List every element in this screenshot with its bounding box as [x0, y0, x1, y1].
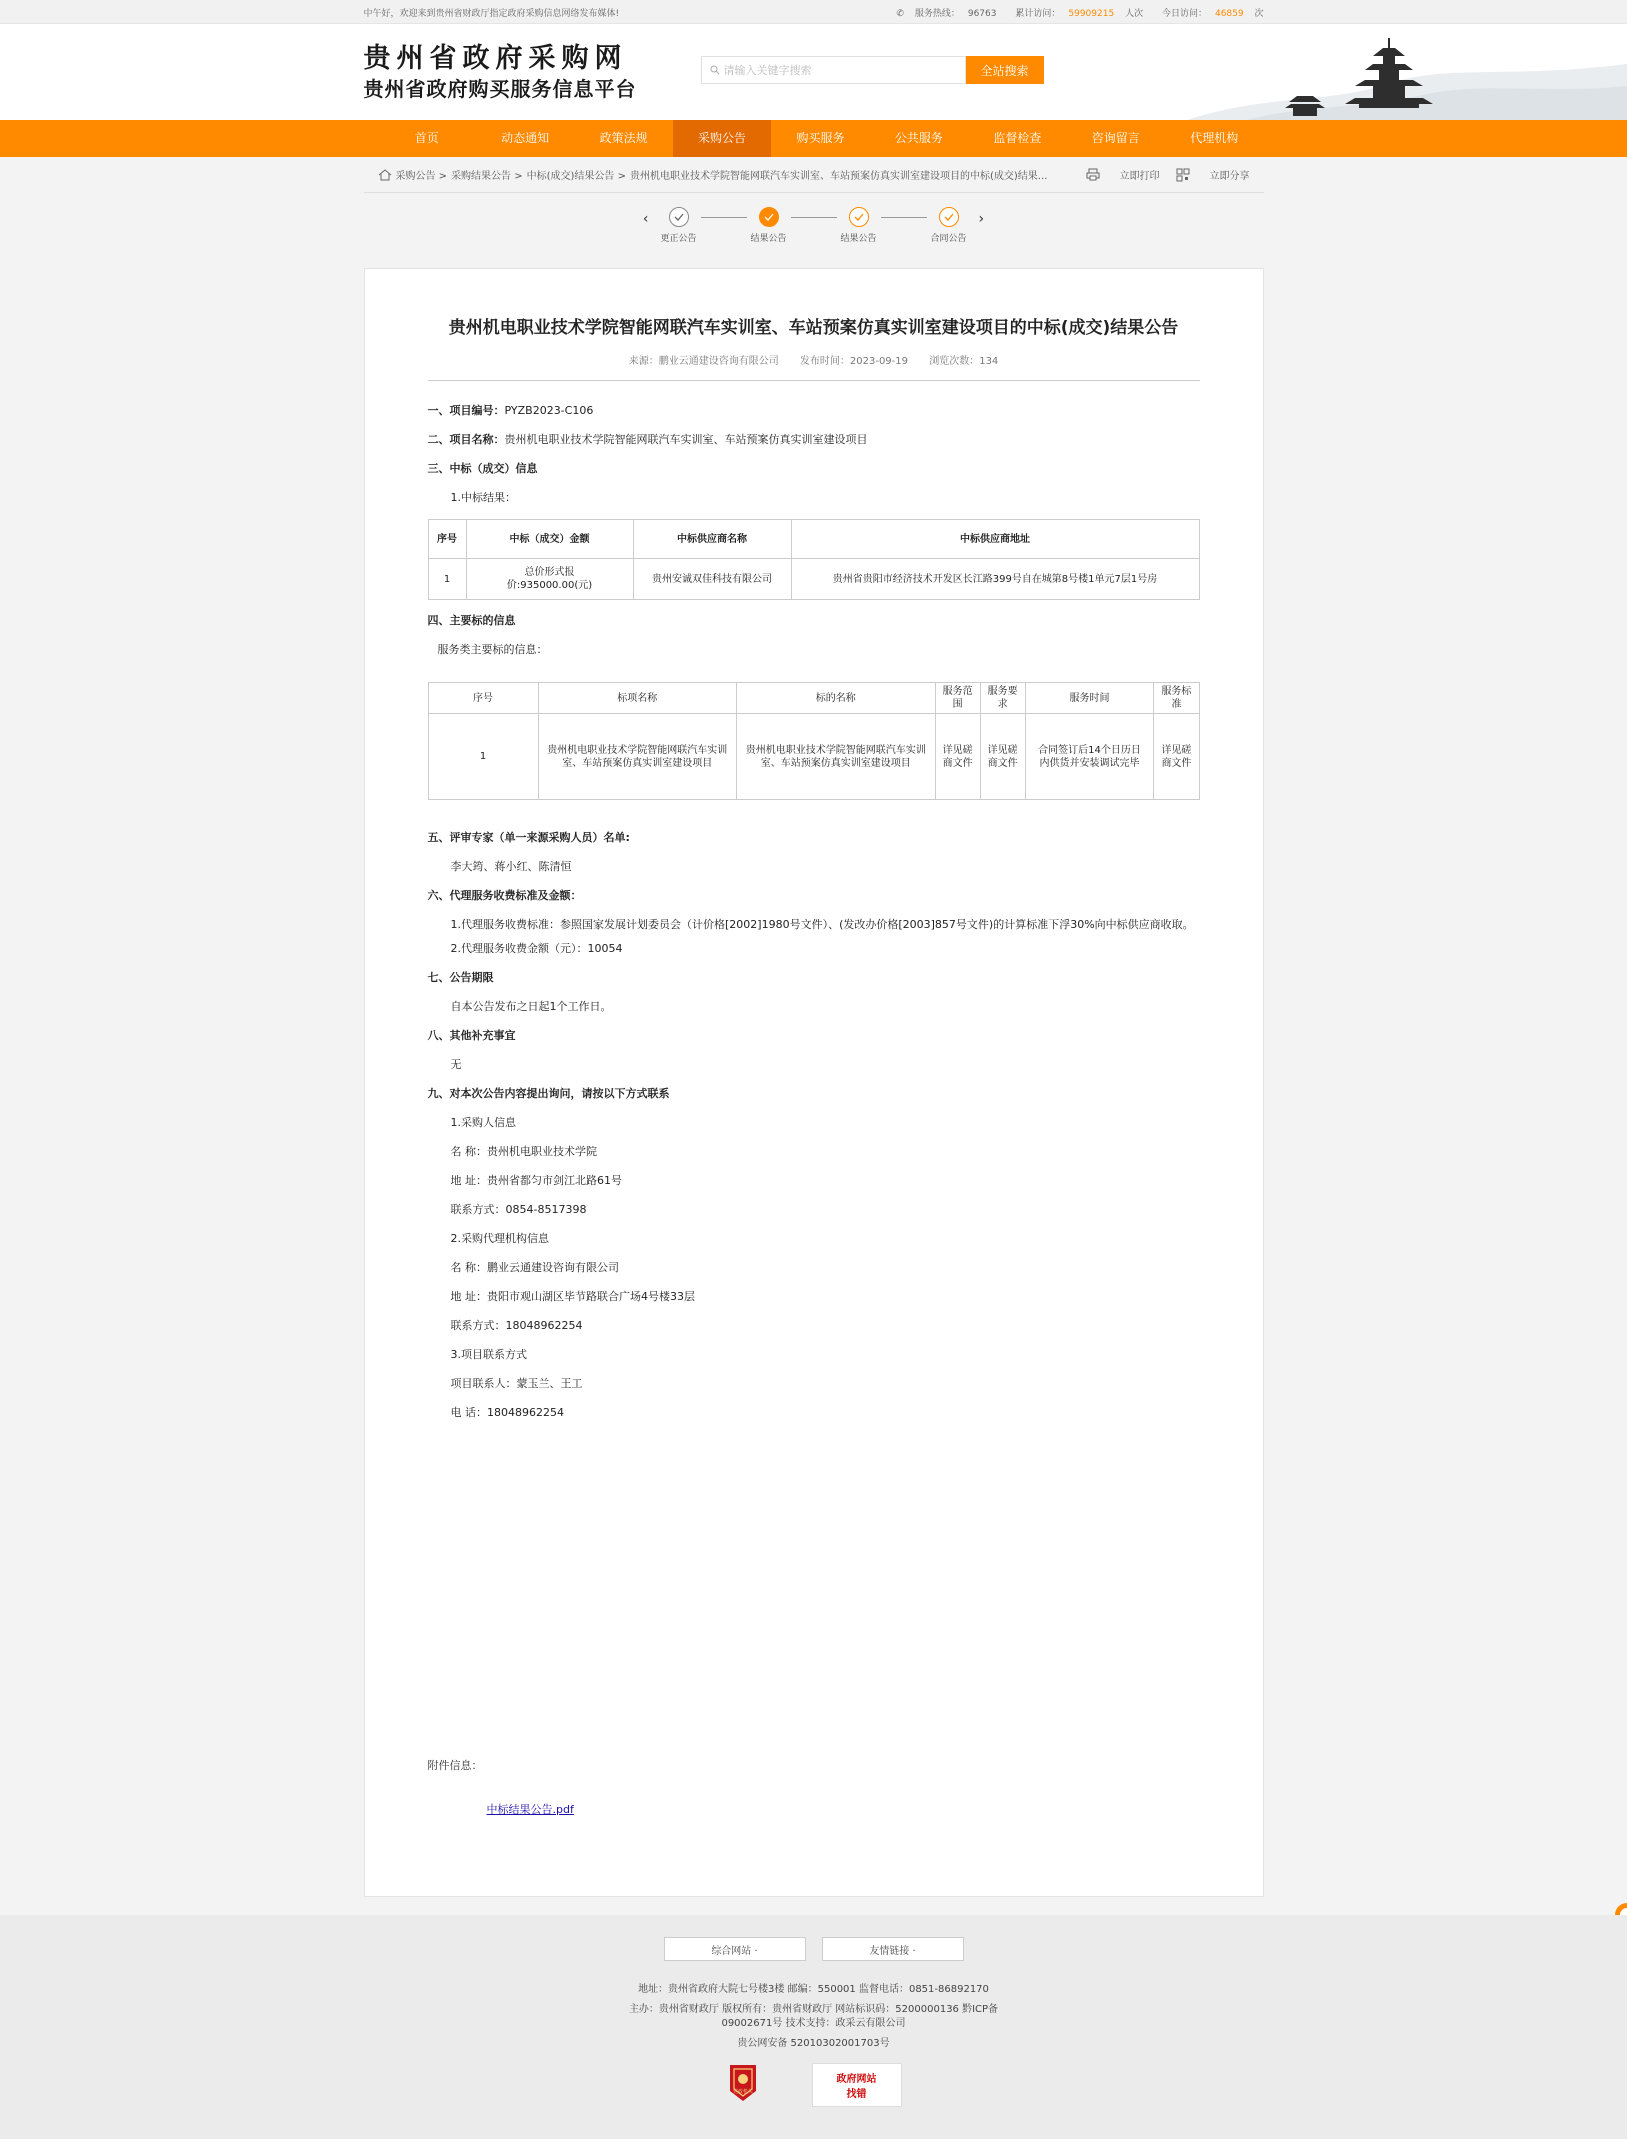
share-button[interactable]: 立即分享 — [1176, 167, 1250, 182]
footer-sponsor: 主办：贵州省财政厅 版权所有：贵州省财政厅 网站标识码：5200000136 黔ICP备09002671号 技术支持：政采云有限公司 — [628, 2004, 999, 2029]
nav-item-procurement[interactable]: 采购公告 — [673, 120, 771, 157]
section-experts: 五、评审专家（单一来源采购人员）名单: — [427, 831, 630, 844]
table-header: 服务范围 — [935, 683, 980, 714]
subject-table — [428, 682, 1200, 800]
announcement-steps — [364, 193, 1264, 268]
contact-line: 名 称：鹏业云通建设咨询有限公司 — [450, 1261, 619, 1274]
section-project-name: 二、项目名称：贵州机电职业技术学院智能网联汽车实训室、车站预案仿真实训室建设项目 — [427, 433, 868, 446]
table-cell: 总价形式报价:935000.00(元) — [466, 559, 633, 600]
experts-list: 李大筠、蒋小红、陈清恒 — [450, 860, 572, 873]
printer-icon — [1086, 168, 1100, 181]
contact-line: 名 称：贵州机电职业技术学院 — [450, 1145, 597, 1158]
breadcrumb-link[interactable]: 采购公告 > — [395, 171, 448, 182]
attachments-label: 附件信息： — [427, 1759, 483, 1772]
table-cell: 合同签订后14个日历日内供货并安装调试完毕 — [1025, 714, 1154, 800]
contact-line: 地 址：贵阳市观山湖区毕节路联合广场4号楼33层 — [450, 1290, 695, 1303]
contact-line: 地 址：贵州省都匀市剑江北路61号 — [450, 1174, 622, 1187]
table-cell: 1 — [428, 714, 538, 800]
attachment-link[interactable]: 中标结果公告.pdf — [486, 1803, 574, 1816]
site-header — [0, 24, 1627, 120]
contact-line: 3.项目联系方式 — [450, 1348, 527, 1361]
breadcrumb-link[interactable]: 采购结果公告 > — [451, 171, 523, 182]
nav-item-public-service[interactable]: 公共服务 — [894, 131, 943, 145]
search-input[interactable]: 请输入关键字搜索 — [701, 56, 966, 84]
section-subject-info: 四、主要标的信息 — [427, 614, 516, 627]
article-views: 浏览次数：134 — [929, 356, 999, 367]
table-header: 序号 — [428, 520, 466, 559]
check-icon — [939, 207, 959, 227]
table-cell: 详见磋商文件 — [935, 714, 980, 800]
welcome-text: 中午好，欢迎来到贵州省财政厅指定政府采购信息网络发布媒体! — [363, 8, 620, 19]
table-row — [428, 559, 1199, 600]
friendly-links-dropdown[interactable]: 友情链接 · — [822, 1937, 964, 1961]
attachments — [428, 1757, 574, 1817]
nav-item-agency[interactable]: 代理机构 — [1190, 131, 1239, 145]
check-icon — [759, 207, 779, 227]
table-header: 中标供应商地址 — [791, 520, 1199, 559]
fee-standard: 1.代理服务收费标准：参照国家发展计划委员会（计价格[2002]1980号文件）、(发改办价格[2003]857号文件)的计算标准下浮30%向中标供应商收取。 — [450, 918, 1194, 931]
search-button[interactable]: 全站搜索 — [966, 56, 1044, 84]
table-header: 标项名称 — [538, 683, 737, 714]
step-connector — [881, 217, 927, 218]
home-icon[interactable] — [378, 169, 392, 181]
nav-item-consult[interactable]: 咨询留言 — [1091, 131, 1140, 145]
section-contact: 九、对本次公告内容提出询问，请按以下方式联系 — [427, 1087, 670, 1100]
nav-item-news[interactable]: 动态通知 — [501, 131, 550, 145]
site-stats — [888, 6, 1263, 19]
fee-amount: 2.代理服务收费金额（元）：10054 — [450, 942, 623, 955]
article-date: 发布时间：2023-09-19 — [799, 356, 909, 367]
nav-item-supervision[interactable]: 监督检查 — [993, 131, 1042, 145]
table-cell: 贵州机电职业技术学院智能网联汽车实训室、车站预案仿真实训室建设项目 — [538, 714, 737, 800]
check-icon — [669, 207, 689, 227]
breadcrumb-link[interactable]: 中标(成交)结果公告 > — [526, 171, 626, 182]
table-header: 服务要求 — [980, 683, 1025, 714]
breadcrumb-current: 贵州机电职业技术学院智能网联汽车实训室、车站预案仿真实训室建设项目的中标(成交)结果... — [630, 171, 1048, 182]
check-icon — [849, 207, 869, 227]
article-title: 贵州机电职业技术学院智能网联汽车实训室、车站预案仿真实训室建设项目的中标(成交)结果公告 — [448, 318, 1179, 338]
qr-code-icon — [1176, 168, 1190, 182]
hotline: ✆ 服务热线： 96763 — [896, 8, 997, 19]
contact-line: 1.采购人信息 — [450, 1116, 516, 1129]
chevron-right-icon[interactable]: › — [978, 211, 985, 227]
section-other: 八、其他补充事宜 — [427, 1029, 516, 1042]
contact-line: 联系方式：18048962254 — [450, 1319, 583, 1332]
table-row — [428, 714, 1199, 800]
step-connector — [701, 217, 747, 218]
print-button[interactable]: 立即打印 — [1086, 167, 1160, 182]
table-header: 服务时间 — [1025, 683, 1154, 714]
step-connector — [791, 217, 837, 218]
section-award-info: 三、中标（成交）信息 — [427, 462, 538, 475]
section-notice-period: 七、公告期限 — [427, 971, 494, 984]
award-result-label: 1.中标结果： — [450, 491, 516, 504]
today-visits: 今日访问： 46859 次 — [1161, 8, 1264, 19]
total-visits: 累计访问： 59909215 人次 — [1015, 8, 1144, 19]
step-correction[interactable]: 更正公告 — [657, 207, 701, 244]
table-header: 中标（成交）金额 — [466, 520, 633, 559]
table-header: 中标供应商名称 — [633, 520, 791, 559]
main-nav — [0, 120, 1627, 157]
svg-text:党政机关: 党政机关 — [732, 2089, 753, 2095]
contact-line: 联系方式：0854-8517398 — [450, 1203, 587, 1216]
footer-address: 地址：贵州省政府大院七号楼3楼 邮编：550001 监督电话：0851-86892170 — [638, 1984, 989, 1995]
table-cell: 详见磋商文件 — [980, 714, 1025, 800]
party-government-emblem-icon[interactable] — [726, 2063, 760, 2103]
section-agency-fee: 六、代理服务收费标准及金额： — [427, 889, 582, 902]
step-result[interactable]: 结果公告 — [837, 207, 881, 244]
table-header: 标的名称 — [737, 683, 936, 714]
site-logo[interactable] — [364, 42, 637, 102]
contact-line: 2.采购代理机构信息 — [450, 1232, 549, 1245]
table-header: 服务标准 — [1154, 683, 1199, 714]
site-subtitle: 贵州省政府购买服务信息平台 — [363, 77, 637, 101]
search-bar — [701, 56, 1044, 84]
top-bar — [0, 0, 1627, 24]
pagoda-scenery-image — [1187, 24, 1627, 120]
section-project-number: 一、项目编号：PYZB2023-C106 — [427, 404, 594, 417]
subject-info-label: 服务类主要标的信息： — [437, 643, 548, 656]
step-contract[interactable]: 合同公告 — [927, 207, 971, 244]
footer-security-record: 贵公网安备 52010302001703号 — [737, 2038, 890, 2049]
contact-line: 电 话：18048962254 — [450, 1406, 564, 1419]
article-card — [364, 268, 1264, 1897]
nav-item-policy[interactable]: 政策法规 — [599, 131, 648, 145]
breadcrumb — [364, 157, 1264, 193]
step-result-current[interactable]: 结果公告 — [747, 207, 791, 244]
gov-site-error-report-badge[interactable]: 政府网站 找错 — [812, 2063, 902, 2107]
table-cell: 贵州省贵阳市经济技术开发区长江路399号自在城第8号楼1单元7层1号房 — [791, 559, 1199, 600]
nav-item-purchase-service[interactable]: 购买服务 — [796, 131, 845, 145]
table-cell: 1 — [428, 559, 466, 600]
comprehensive-sites-dropdown[interactable]: 综合网站 · — [664, 1937, 806, 1961]
nav-item-home[interactable]: 首页 — [414, 131, 439, 145]
award-table — [428, 519, 1200, 600]
contact-line: 项目联系人：蒙玉兰、王工 — [450, 1377, 583, 1390]
article-source: 来源：鹏业云通建设咨询有限公司 — [628, 356, 779, 367]
table-cell: 贵州机电职业技术学院智能网联汽车实训室、车站预案仿真实训室建设项目 — [737, 714, 936, 800]
article-meta — [428, 352, 1200, 381]
table-cell: 贵州安诚双佳科技有限公司 — [633, 559, 791, 600]
chevron-left-icon[interactable]: ‹ — [642, 211, 649, 227]
table-cell: 详见磋商文件 — [1154, 714, 1199, 800]
site-title: 贵州省政府采购网 — [363, 43, 628, 74]
article-body — [428, 381, 1200, 1421]
notice-period-value: 自本公告发布之日起1个工作日。 — [450, 1000, 612, 1013]
search-icon — [710, 65, 720, 75]
site-footer — [0, 1915, 1627, 2139]
other-value: 无 — [450, 1058, 462, 1071]
table-header: 序号 — [428, 683, 538, 714]
